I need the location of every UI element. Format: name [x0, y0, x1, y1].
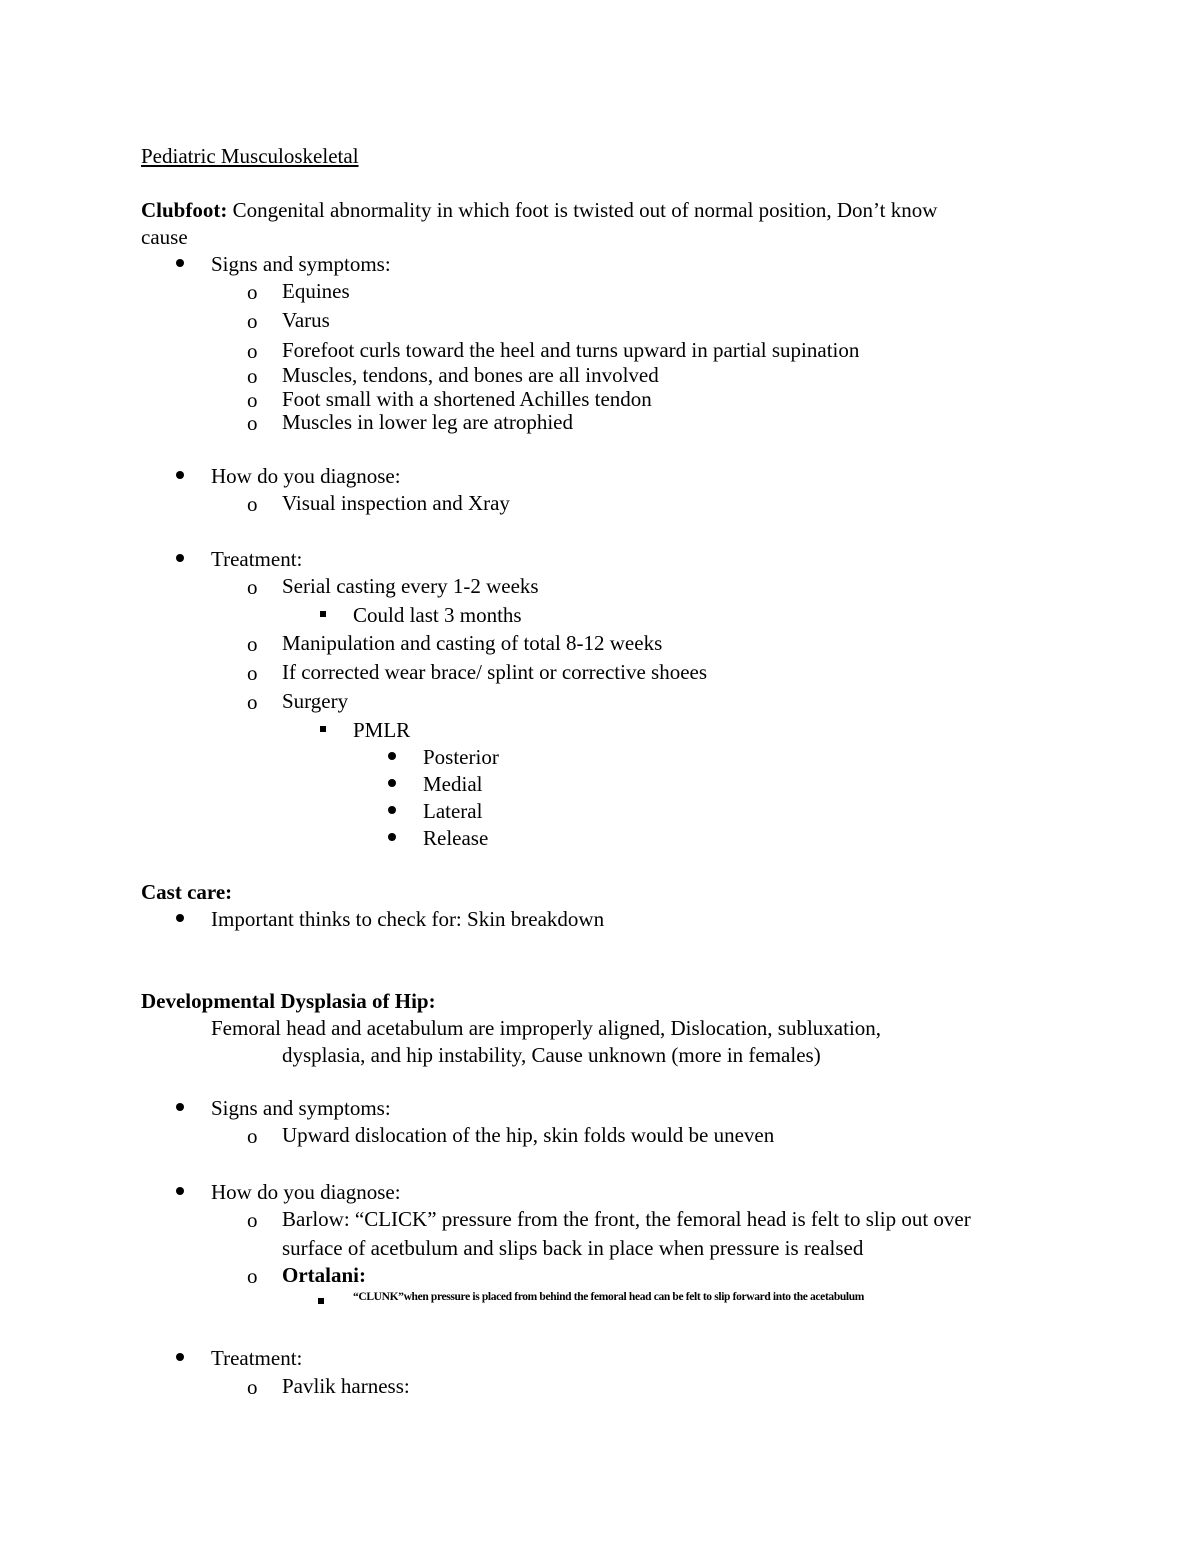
ddh-description-cont: dysplasia, and hip instability, Cause unknown (more in females) — [282, 1043, 821, 1067]
bullet-icon — [176, 914, 184, 922]
ddh-diagnose-label: How do you diagnose: — [211, 1180, 401, 1204]
circle-bullet-icon: o — [247, 1208, 258, 1232]
list-item: Posterior — [423, 745, 499, 769]
circle-bullet-icon: o — [247, 492, 258, 516]
ddh-heading: Developmental Dysplasia of Hip: — [141, 989, 436, 1013]
bullet-icon — [388, 752, 396, 760]
clubfoot-description-cont: cause — [141, 225, 188, 249]
bullet-icon — [388, 779, 396, 787]
list-item: Muscles, tendons, and bones are all involved — [282, 363, 659, 387]
list-item: Foot small with a shortened Achilles tendon — [282, 387, 652, 411]
square-bullet-icon — [318, 1298, 324, 1304]
circle-bullet-icon: o — [247, 690, 258, 714]
cast-care-heading: Cast care: — [141, 880, 233, 904]
list-item: Lateral — [423, 799, 483, 823]
barlow-text: Barlow: “CLICK” pressure from the front, the femoral head is felt to slip out over — [282, 1207, 971, 1231]
list-item: Serial casting every 1-2 weeks — [282, 574, 539, 598]
clubfoot-diagnose-label: How do you diagnose: — [211, 464, 401, 488]
circle-bullet-icon: o — [247, 1124, 258, 1148]
bullet-icon — [176, 1103, 184, 1111]
circle-bullet-icon: o — [247, 364, 258, 388]
list-item: Important thinks to check for: Skin breakdown — [211, 907, 605, 931]
ddh-treatment-label: Treatment: — [211, 1346, 303, 1370]
list-item: Visual inspection and Xray — [282, 491, 510, 515]
circle-bullet-icon: o — [247, 339, 258, 363]
clubfoot-treatment-label: Treatment: — [211, 547, 303, 571]
circle-bullet-icon: o — [247, 388, 258, 412]
list-item: Release — [423, 826, 489, 850]
circle-bullet-icon: o — [247, 1264, 258, 1288]
square-bullet-icon — [320, 726, 326, 732]
bullet-icon — [176, 471, 184, 479]
bullet-icon — [176, 1187, 184, 1195]
circle-bullet-icon: o — [247, 632, 258, 656]
list-item: Manipulation and casting of total 8-12 weeks — [282, 631, 663, 655]
ddh-description: Femoral head and acetabulum are improperly aligned, Dislocation, subluxation, — [211, 1016, 882, 1040]
clubfoot-description: Congenital abnormality in which foot is twisted out of normal position, Don’t know — [232, 198, 938, 222]
list-item: Upward dislocation of the hip, skin folds would be uneven — [282, 1123, 775, 1147]
circle-bullet-icon: o — [247, 575, 258, 599]
ddh-signs-label: Signs and symptoms: — [211, 1096, 391, 1120]
bullet-icon — [388, 833, 396, 841]
barlow-text-cont: surface of acetbulum and slips back in place when pressure is realsed — [282, 1236, 864, 1260]
circle-bullet-icon: o — [247, 280, 258, 304]
list-item: PMLR — [353, 718, 411, 742]
list-item: Varus — [282, 308, 330, 332]
bullet-icon — [176, 554, 184, 562]
bullet-icon — [388, 806, 396, 814]
list-item: Could last 3 months — [353, 603, 522, 627]
clubfoot-heading: Clubfoot: — [141, 198, 228, 222]
square-bullet-icon — [320, 611, 326, 617]
circle-bullet-icon: o — [247, 309, 258, 333]
ortalani-label: Ortalani: — [282, 1263, 366, 1287]
clubfoot-signs-label: Signs and symptoms: — [211, 252, 391, 276]
page-title: Pediatric Musculoskeletal — [141, 144, 359, 168]
circle-bullet-icon: o — [247, 1375, 258, 1399]
list-item: Forefoot curls toward the heel and turns upward in partial supination — [282, 338, 860, 362]
ortalani-detail: “CLUNK”when pressure is placed from behind the femoral head can be felt to slip forward into the acetabulum — [353, 1291, 865, 1303]
bullet-icon — [176, 1353, 184, 1361]
bullet-icon — [176, 259, 184, 267]
list-item: Medial — [423, 772, 483, 796]
clubfoot-paragraph — [141, 200, 937, 221]
circle-bullet-icon: o — [247, 411, 258, 435]
list-item: If corrected wear brace/ splint or corrective shoees — [282, 660, 708, 684]
list-item: Pavlik harness: — [282, 1374, 410, 1398]
list-item: Surgery — [282, 689, 349, 713]
circle-bullet-icon: o — [247, 661, 258, 685]
list-item: Muscles in lower leg are atrophied — [282, 410, 573, 434]
list-item: Equines — [282, 279, 350, 303]
